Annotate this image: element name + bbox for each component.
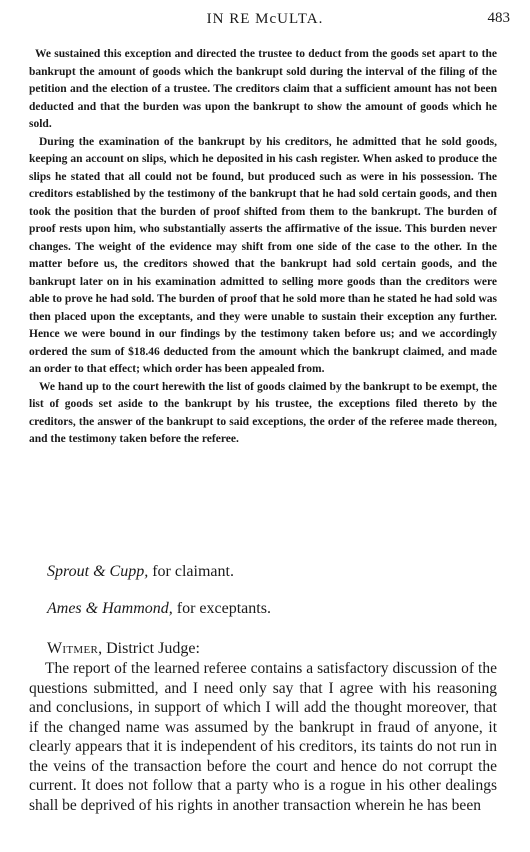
page-number: 483	[487, 10, 510, 26]
referee-report	[29, 46, 497, 449]
report-paragraph-2: During the examination of the bankrupt by his creditors, he admitted that he sold goods, keeping an account on slips, which he deposited in his cash register. When asked to produce the slips he stated that all could not be found, but produced such as were in his possession. The creditors established by the testimony of the bankrupt that he had sold certain goods, and then took the position that the burden of proof shifted from them to the bankrupt. The burden of proof rests upon him, who substantially asserts the affirmative of the issue. This burden never changes. The weight of the evidence may shift from one side of the case to the other. In the matter before us, the creditors showed that the bankrupt had sold certain goods, and the bankrupt later on in his examination admitted to selling more goods than the creditors were able to prove he had sold. The burden of proof that he sold more than he stated he had sold was then placed upon the exceptants, and they were unable to sustain their exception any further. Hence we were bound in our findings by the testimony taken before us; and we accordingly ordered the sum of $18.46 deducted from the amount which the bankrupt claimed, and made an order to that effect; which order has been appealed from.	[29, 135, 497, 375]
counsel-claimant	[29, 562, 497, 582]
counsel-exceptants	[29, 599, 497, 619]
report-paragraph-3: We hand up to the court herewith the list of goods claimed by the bankrupt to be exempt, the list of goods set aside to the bankrupt by his trustee, the exceptions filed thereto by the creditors, the answer of the bankrupt to said exceptions, the order of the referee made thereon, and the testimony taken before the referee.	[29, 380, 497, 445]
claimant-role: for claimant.	[148, 563, 234, 580]
judge-name: Witmer	[47, 640, 99, 657]
exceptants-role: for exceptants.	[172, 600, 271, 617]
opinion-text: The report of the learned referee contains a satisfactory discussion of the questions submitted, and I need only say that I agree with his reasoning and conclusions, in support of which I will add the thought moreover, that if the changed name was assumed by the bankrupt in fraud of anyone, it clearly appears that it is independent of his creditors, its taints do not run in the veins of the transaction before the court and hence do not corrupt the current. It does not follow that a party who is a rogue in his other dealings shall be deprived of his rights in another transaction wherein he has been	[29, 660, 497, 814]
page-header	[0, 8, 530, 30]
judge-heading	[29, 639, 497, 659]
judge-title: , District Judge:	[98, 640, 200, 657]
claimant-counsel-names: Sprout & Cupp,	[47, 563, 149, 580]
exceptants-counsel-names: Ames & Hammond,	[47, 600, 173, 617]
report-paragraph-1: We sustained this exception and directed the trustee to deduct from the goods set apart to the bankrupt the amount of goods which the bankrupt sold during the interval of the filing of the petition and the election of a trustee. The creditors claim that a sufficient amount has not been deducted and that the burden was upon the bankrupt to show the amount of goods which he sold.	[29, 48, 497, 130]
running-title: IN RE McULTA.	[206, 11, 324, 27]
